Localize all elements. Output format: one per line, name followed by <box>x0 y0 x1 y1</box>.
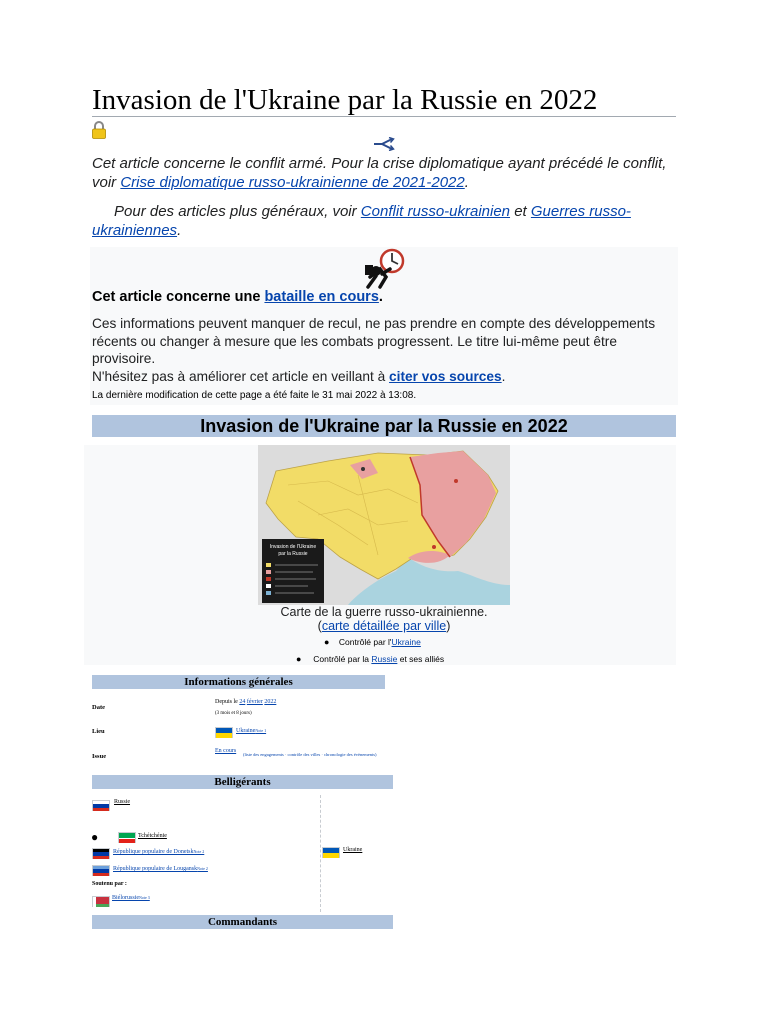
map-caption <box>92 605 676 633</box>
banner-heading <box>92 289 383 305</box>
link-belligerent-donetsk[interactable]: République populaire de Donetsk <box>113 849 194 855</box>
hatnote-text: Pour des articles plus généraux, voir <box>114 203 361 220</box>
chechnya-flag-icon <box>118 832 136 843</box>
link-place-ukraine[interactable]: Ukraine <box>236 728 256 734</box>
bullet: ● <box>324 637 330 647</box>
link-ongoing-battle[interactable]: bataille en cours <box>264 289 379 305</box>
hatnote-text-middle: et <box>510 203 531 220</box>
last-modified: La dernière modification de cette page a été faite le 31 mai 2022 à 13:08. <box>92 390 417 401</box>
link-diplomatic-crisis[interactable]: Crise diplomatique russo-ukrainienne de 2021-2022 <box>120 174 465 191</box>
link-note-3[interactable]: Note 3 <box>139 895 150 900</box>
belligerents-divider <box>320 795 321 912</box>
lock-icon <box>92 121 106 139</box>
russia-flag-icon <box>92 800 110 811</box>
ukraine-flag-icon <box>322 847 340 858</box>
banner-improve-end: . <box>501 368 506 384</box>
link-legend-russia[interactable]: Russie <box>371 654 398 664</box>
list-bullet: ● <box>91 830 99 844</box>
hatnote-text: Cet article concerne le conflit armé. Pour la crise diplomatique ayant précédé le conflit, voir <box>92 155 667 191</box>
row-label-issue: Issue <box>92 753 107 760</box>
legend-item-ukraine <box>324 637 421 647</box>
infobox-title: Invasion de l'Ukraine par la Russie en 2022 <box>92 415 676 437</box>
legend-text: Contrôlé par la <box>313 654 372 664</box>
svg-text:Invasion de l'Ukraine: Invasion de l'Ukraine <box>269 544 317 550</box>
link-date-month[interactable]: février <box>246 699 263 705</box>
war-map-image[interactable] <box>258 445 510 605</box>
link-detailed-map[interactable]: carte détaillée par ville <box>321 619 447 633</box>
row-value-issue <box>215 748 236 754</box>
link-note-2b[interactable]: Note 2 <box>197 866 208 871</box>
banner-improve-text <box>92 368 678 386</box>
hatnote-text-end: . <box>177 222 182 239</box>
banner-body <box>92 315 678 385</box>
banner-heading-text: Cet article concerne une <box>92 289 265 305</box>
map-caption-text: Carte de la guerre russo-ukrainienne. <box>280 605 488 619</box>
link-russo-ukrainian-conflict[interactable]: Conflit russo-ukrainien <box>360 203 511 220</box>
banner-heading-end: . <box>378 289 383 305</box>
legend-text-end: et ses alliés <box>397 654 445 664</box>
section-belligerents: Belligérants <box>92 775 393 789</box>
section-commanders: Commandants <box>92 915 393 929</box>
page-title: Invasion de l'Ukraine par la Russie en 2022 <box>92 84 598 116</box>
issue-more-links[interactable]: (liste des engagements · contrôle des villes · chronologie des évènements) <box>243 752 377 757</box>
link-belligerent-belarus[interactable]: Biélorussie <box>112 895 139 901</box>
link-cite-sources[interactable]: citer vos sources <box>389 368 502 384</box>
hatnote-text-end: . <box>464 174 469 191</box>
banner-warning-text: Ces informations peuvent manquer de recul, ne pas prendre en compte des développements récents ou changer à mesure que les combats progressent. Le titre lui-même peut être provisoire. <box>92 316 656 366</box>
link-belligerent-ukraine[interactable]: Ukraine <box>343 847 363 853</box>
link-legend-ukraine[interactable]: Ukraine <box>391 637 421 647</box>
donetsk-flag-icon <box>92 848 110 859</box>
legend-item-russia <box>296 654 444 664</box>
bullet: ● <box>296 654 302 664</box>
date-prefix: Depuis le <box>215 699 240 705</box>
luhansk-flag-icon <box>92 865 110 876</box>
row-label-date: Date <box>92 704 105 711</box>
date-duration: (3 mois et 8 jours) <box>215 711 252 716</box>
supporter-belarus <box>112 895 150 901</box>
link-note-1[interactable]: Note 1 <box>255 728 267 733</box>
belligerent-luhansk <box>113 866 208 872</box>
belarus-flag-icon <box>92 896 110 907</box>
row-value-place <box>236 728 266 734</box>
map-caption-link-line: (carte détaillée par ville) <box>317 619 451 633</box>
link-date-year[interactable]: 2022 <box>264 699 277 705</box>
link-ongoing[interactable]: En cours <box>215 748 237 754</box>
section-general-info: Informations générales <box>92 675 385 689</box>
disambiguation-icon <box>372 137 396 151</box>
current-event-icon <box>362 247 406 289</box>
supported-by-label: Soutenu par : <box>92 881 127 887</box>
ukraine-flag-icon <box>215 727 233 738</box>
legend-text: Contrôlé par l' <box>338 637 392 647</box>
svg-text:par la Russie: par la Russie <box>278 551 308 557</box>
title-divider <box>92 116 676 117</box>
hatnote-crisis <box>92 154 672 192</box>
link-belligerent-chechnya[interactable]: Tchétchénie <box>138 833 167 839</box>
banner-improve-lead: N'hésitez pas à améliorer cet article en veillant à <box>92 368 390 384</box>
row-value-date <box>215 699 276 705</box>
hatnote-general <box>92 202 676 240</box>
link-note-2[interactable]: Note 2 <box>193 849 205 854</box>
link-date-day[interactable]: 24 <box>239 699 246 705</box>
row-label-place: Lieu <box>92 728 105 735</box>
link-russo-ukrainian-wars[interactable]: Guerres russo-ukrainiennes <box>92 203 631 239</box>
link-belligerent-luhansk[interactable]: République populaire de Lougansk <box>113 866 198 872</box>
belligerent-donetsk <box>113 849 204 855</box>
link-belligerent-russia[interactable]: Russie <box>114 799 131 805</box>
